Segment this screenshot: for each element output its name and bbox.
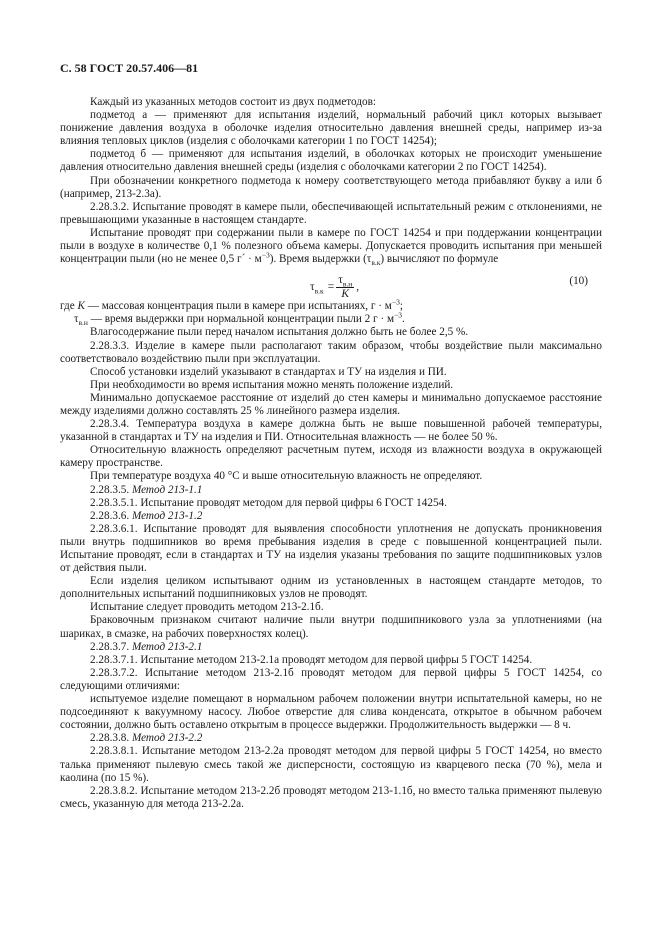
page-header: С. 58 ГОСТ 20.57.406—81	[60, 61, 199, 75]
text-run: · м	[248, 253, 262, 266]
paragraph: подметод а — применяют для испытания изделий, нормальный рабочий цикл которых вызывает понижение давления воздуха в оболочке изделия относительно давления внешней среды, например из-за влияния тепловых циклов (изделия с оболочками категории 1 по ГОСТ 14254);	[60, 109, 602, 148]
paragraph: подметод б — применяют для испытания изделий, в оболочках которых не происходит уменьшение давления относительно давления внешней среды (изделия с оболочками категории 2 по ГОСТ 14254).	[60, 148, 602, 174]
paragraph: 2.28.3.5.1. Испытание проводят методом для первой цифры 6 ГОСТ 14254.	[90, 496, 447, 509]
subscript: в.к	[314, 285, 324, 295]
paragraph: 2.28.3.7.1. Испытание методом 213-2.1а проводят методом для первой цифры 5 ГОСТ 14254.	[90, 653, 533, 666]
equals-sign: =	[327, 280, 335, 293]
equation-number: (10)	[569, 275, 588, 288]
paragraph: Способ установки изделий указывают в стандартах и ТУ на изделия и ПИ.	[90, 365, 447, 378]
definition-tau	[60, 310, 602, 328]
formula-comma: ,	[356, 280, 360, 293]
paragraph: 2.28.3.7.2. Испытание методом 213-2.1б проводят методом для первой цифры 5 ГОСТ 14254, со следующими отличиями:	[60, 666, 602, 692]
fraction	[336, 274, 354, 300]
paragraph: испытуемое изделие помещают в нормальном рабочем положении внутри испытательной камеры, но не подсоединяют к вакуумному насосу. Любое отверстие для слива конденсата, открытое в обычном рабочем состоянии, должно быть оставлено открытым в процессе выдержки. Продолжительность выдержки — 8 ч.	[60, 693, 602, 732]
text-run: ;	[399, 300, 403, 313]
formula-block	[60, 266, 602, 300]
tau-symbol: τ	[338, 274, 343, 287]
subscript: в.н	[78, 318, 88, 328]
section-heading	[60, 732, 602, 745]
text-run: где	[60, 300, 78, 313]
text-run: ). Время выдержки (τ	[269, 253, 372, 266]
fraction-denominator: K	[341, 288, 350, 301]
paragraph: Браковочным признаком считают наличие пыли внутри подшипникового узла за уплотнениями (на шариках, в смазке, на рабочих поверхностях колец).	[60, 614, 602, 640]
definition-k	[60, 297, 602, 313]
paragraph: При обозначении конкретного подметода к номеру соответствующего метода прибавляют букву а или б (например, 213-2.3а).	[60, 174, 602, 200]
paragraph: Испытание следует проводить методом 213-2.1б.	[90, 601, 324, 614]
section-number: 2.28.3.8.	[90, 732, 132, 745]
exponent: −3	[394, 310, 403, 320]
paragraph: Относительную влажность определяют расчетным путем, исходя из влажности воздуха в окружающей камеру пространстве.	[60, 444, 602, 470]
symbol-k: K	[77, 300, 85, 313]
text-run: ´	[241, 253, 246, 266]
formula	[310, 274, 359, 300]
tau-symbol: τ	[74, 313, 79, 326]
text-run: — массовая концентрация пыли в камере при испытаниях, г · м	[84, 300, 392, 313]
paragraph: 2.28.3.8.2. Испытание методом 213-2.2б проводят методом 213-1.1б, но вместо талька применяют пылевую смесь, указанную для метода 213-2.2а.	[60, 784, 602, 810]
exponent: −3	[391, 297, 400, 307]
paragraph: 2.28.3.2. Испытание проводят в камере пыли, обеспечивающей испытательный режим с отклонениями, не превышающими указанные в настоящем стандарте.	[60, 200, 602, 226]
paragraph: 2.28.3.4. Температура воздуха в камере должна быть не выше повышенной рабочей температуры, указанной в стандартах и ТУ на изделия и ПИ. Относительная влажность — не более 50 %.	[60, 418, 602, 444]
text-run: — время выдержки при нормальной концентрации пыли 2 г · м	[87, 313, 395, 326]
section-number: 2.28.3.6.	[90, 509, 132, 522]
section-number: 2.28.3.5.	[90, 483, 132, 496]
section-number: 2.28.3.7.	[90, 640, 132, 653]
text-run: .	[402, 313, 405, 326]
paragraph: При температуре воздуха 40 °С и выше относительную влажность не определяют.	[90, 470, 483, 483]
subscript: в.н	[342, 279, 353, 289]
paragraph: При необходимости во время испытания можно менять положение изделий.	[90, 378, 454, 391]
paragraph-concentration	[60, 227, 602, 266]
fraction-numerator	[336, 274, 354, 288]
method-title: Метод 213-1.2	[131, 509, 203, 522]
exponent: −3	[261, 250, 270, 260]
paragraph: Минимально допускаемое расстояние от изделий до стен камеры и минимально допускаемое расстояние между изделиями должно составлять 25 % линейного размера изделия.	[60, 391, 602, 417]
text-run: ) вычисляют по формуле	[380, 253, 499, 266]
text-run: Испытание проводят при содержании пыли в камере по ГОСТ 14254 и при поддержании концентрации пыли в воздухе в количестве 0,1 % полезного объема камеры. Допускается проводить испытания при меньшей концентрации пыли (но не менее 0,5 г	[60, 226, 602, 266]
paragraph: 2.28.3.3. Изделие в камере пыли располагают таким образом, чтобы воздействие пыли максимально соответствовало воздействию пыли при эксплуатации.	[60, 339, 602, 365]
method-title: Метод 213-2.2	[131, 732, 203, 745]
document-body	[60, 96, 602, 811]
section-heading	[60, 510, 602, 523]
paragraph: Если изделия целиком испытывают одним из установленных в настоящем стандарте методов, то дополнительных испытаний подшипниковых узлов не проводят.	[60, 575, 602, 601]
section-heading	[60, 641, 602, 654]
section-heading	[60, 484, 602, 497]
method-title: Метод 213-1.1	[131, 483, 203, 496]
tau-symbol: τ	[310, 280, 315, 293]
method-title: Метод 213-2.1	[131, 640, 203, 653]
paragraph: 2.28.3.6.1. Испытание проводят для выявления способности уплотнения не допускать проникновения пыли внутрь подшипников во время пребывания изделия в среде с повышенной концентрацией пыли. Испытание проводят, если в стандартах и ТУ на изделия указаны требования по защите подшипниковых узлов от действия пыли.	[60, 522, 602, 575]
formula-lhs	[310, 281, 324, 294]
subscript: в.к	[371, 258, 381, 268]
paragraph: 2.28.3.8.1. Испытание методом 213-2.2а проводят методом для первой цифры 5 ГОСТ 14254, но вместо талька применяют пылевую смесь такой же дисперсности, состоящую из кварцевого песка (70 %), мела и каолина (по 15 %).	[60, 745, 602, 784]
paragraph: Влагосодержание пыли перед началом испытания должно быть не более 2,5 %.	[90, 326, 469, 339]
paragraph: Каждый из указанных методов состоит из двух подметодов:	[90, 96, 376, 108]
